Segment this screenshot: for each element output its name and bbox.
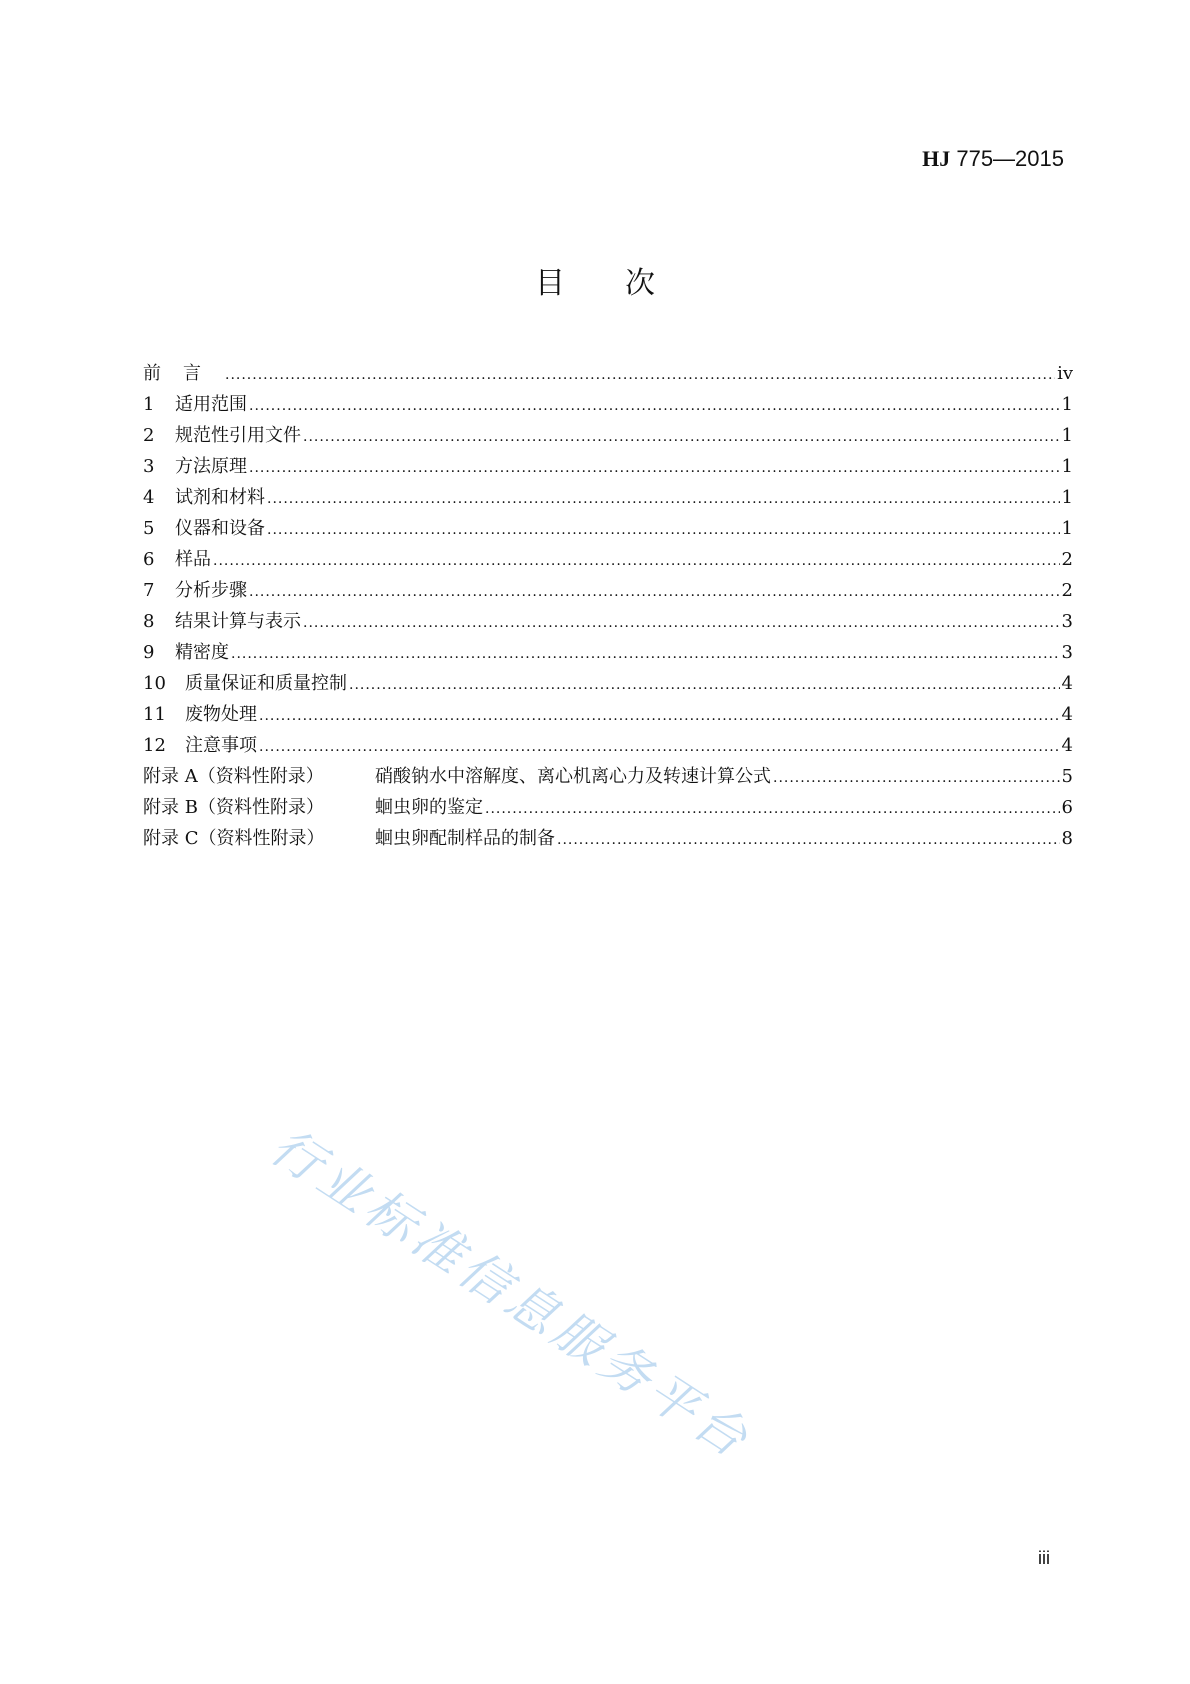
toc-entry-label: 硝酸钠水中溶解度、离心机离心力及转速计算公式 [375,766,771,787]
document-code-prefix: HJ [922,146,951,171]
document-code [922,146,1064,172]
toc-entry-appendix-c[interactable] [143,823,1073,854]
toc-entry-page: 3 [1061,642,1073,663]
toc-entry-label: 分析步骤 [175,580,247,601]
toc-entry-number: 10 [143,673,166,694]
toc-entry-preface[interactable] [143,358,1073,389]
toc-leader-dots [267,515,1060,546]
toc-entry-page: 1 [1061,425,1073,446]
toc-entry-label: 废物处理 [185,704,257,725]
page-number: iii [1038,1548,1050,1568]
toc-entry-number: 11 [143,704,166,725]
toc-appendix-prefix: 附录 C（资料性附录） [143,828,325,849]
toc-entry-label: 规范性引用文件 [175,425,301,446]
toc-entry-8[interactable] [143,606,1073,637]
watermark: 行业标准信息服务平台 [260,1117,762,1471]
toc-entry-page: 1 [1061,456,1073,477]
toc-entry-page: 4 [1061,673,1073,694]
toc-entry-7[interactable] [143,575,1073,606]
toc-leader-dots [557,825,1060,856]
toc-entry-6[interactable] [143,544,1073,575]
toc-entry-page: 1 [1061,394,1073,415]
toc-entry-label: 试剂和材料 [175,487,265,508]
toc-leader-dots [249,391,1060,422]
toc-entry-number: 12 [143,735,166,756]
toc-entry-label: 前言 [143,363,223,384]
toc-entry-appendix-b[interactable] [143,792,1073,823]
toc-leader-dots [225,360,1055,391]
toc-entry-number: 9 [143,642,155,663]
toc-leader-dots [485,794,1060,825]
toc-entry-12[interactable] [143,730,1073,761]
toc-leader-dots [349,670,1060,701]
toc-leader-dots [249,453,1060,484]
document-code-number: 775—2015 [950,146,1064,171]
toc-appendix-prefix: 附录 B（资料性附录） [143,797,324,818]
toc-entry-page: 5 [1061,766,1073,787]
toc-entry-2[interactable] [143,420,1073,451]
toc-entry-11[interactable] [143,699,1073,730]
toc-entry-label: 适用范围 [175,394,247,415]
toc-entry-page: 1 [1061,487,1073,508]
toc-entry-label: 蛔虫卵配制样品的制备 [375,828,555,849]
toc-entry-page: 2 [1061,580,1073,601]
toc-leader-dots [231,639,1060,670]
toc-entry-page: 2 [1061,549,1073,570]
toc-entry-number: 6 [143,549,155,570]
toc-entry-number: 3 [143,456,155,477]
toc-entry-number: 5 [143,518,155,539]
toc-entry-number: 7 [143,580,155,601]
toc-entry-page: 3 [1061,611,1073,632]
toc-entry-number: 8 [143,611,155,632]
toc-entry-3[interactable] [143,451,1073,482]
toc-entry-9[interactable] [143,637,1073,668]
toc-entry-page: iv [1057,363,1073,384]
toc-entry-page: 4 [1061,735,1073,756]
toc-entry-label: 仪器和设备 [175,518,265,539]
toc-entry-label: 精密度 [175,642,229,663]
toc-entry-5[interactable] [143,513,1073,544]
toc-entry-page: 8 [1061,828,1073,849]
toc-leader-dots [259,701,1060,732]
toc-entry-number: 2 [143,425,155,446]
toc-entry-label: 方法原理 [175,456,247,477]
toc-leader-dots [267,484,1060,515]
page-title: 目次 [535,266,715,301]
toc-entry-1[interactable] [143,389,1073,420]
toc-entry-label: 样品 [175,549,211,570]
toc-leader-dots [773,763,1060,794]
toc-entry-label: 结果计算与表示 [175,611,301,632]
toc-entry-4[interactable] [143,482,1073,513]
table-of-contents [143,358,1073,854]
toc-leader-dots [213,546,1060,577]
toc-leader-dots [259,732,1060,763]
toc-appendix-prefix: 附录 A（资料性附录） [143,766,324,787]
toc-entry-label: 蛔虫卵的鉴定 [375,797,483,818]
toc-entry-label: 注意事项 [185,735,257,756]
toc-entry-page: 4 [1061,704,1073,725]
toc-entry-page: 1 [1061,518,1073,539]
toc-leader-dots [249,577,1060,608]
toc-entry-appendix-a[interactable] [143,761,1073,792]
toc-entry-10[interactable] [143,668,1073,699]
toc-entry-number: 4 [143,487,155,508]
toc-entry-page: 6 [1061,797,1073,818]
toc-leader-dots [303,608,1060,639]
toc-entry-label: 质量保证和质量控制 [185,673,347,694]
toc-leader-dots [303,422,1060,453]
toc-entry-number: 1 [143,394,155,415]
